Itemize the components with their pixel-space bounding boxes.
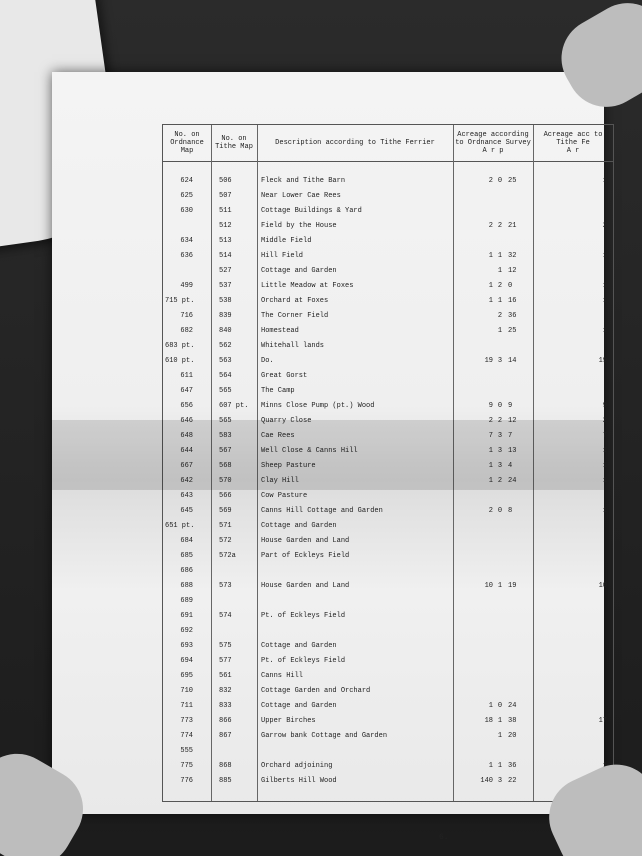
table-row: [163, 295, 613, 307]
table-row: [163, 460, 613, 472]
ordnance-number: 555: [180, 747, 193, 755]
field-description: Whitehall lands: [261, 342, 325, 350]
ordnance-number: 656: [180, 402, 193, 410]
ordnance-number: 624: [180, 177, 193, 185]
ordnance-number: 645: [180, 507, 193, 515]
tithe-number: 564: [219, 372, 232, 380]
field-description: Cottage Buildings & Yard: [261, 207, 362, 215]
ordnance-number: 682: [180, 327, 193, 335]
ordnance-number: 667: [180, 462, 193, 470]
perches: 12: [508, 417, 517, 425]
table-row: [163, 355, 613, 367]
field-description: Middle Field: [261, 237, 312, 245]
table-row: [163, 565, 613, 577]
header-acreage-tithe-label: Acreage acc to Tithe Fe: [543, 131, 603, 147]
perches: 21: [508, 222, 517, 230]
field-description: Garrow bank Cottage and Garden: [261, 732, 388, 740]
tithe-number: 570: [219, 477, 232, 485]
field-description: The Corner Field: [261, 312, 329, 320]
tithe-number: 507: [219, 192, 232, 200]
roods: 3: [497, 432, 503, 440]
roods: 0: [497, 507, 503, 515]
table-row: [163, 730, 613, 742]
field-description: Pt. of Eckleys Field: [261, 657, 346, 665]
acres: 1: [488, 252, 493, 260]
perches: 9: [508, 402, 513, 410]
field-description: Well Close & Canns Hill: [261, 447, 358, 455]
ordnance-number: 643: [180, 492, 193, 500]
ordnance-number: 644: [180, 447, 193, 455]
header-acreage-ordnance-units: A r p: [482, 147, 504, 155]
ordnance-number: 499: [180, 282, 193, 290]
tithe-acres: 1: [602, 297, 607, 305]
acres: 7: [488, 432, 493, 440]
table-row: [163, 175, 613, 187]
roods: 0: [497, 402, 503, 410]
perches: 22: [508, 777, 517, 785]
roods: 3: [497, 462, 503, 470]
field-description: Field by the House: [261, 222, 337, 230]
field-description: Sheep Pasture: [261, 462, 316, 470]
tithe-acres: 1: [602, 507, 607, 515]
ordnance-number: 686: [180, 567, 193, 575]
ordnance-number: 776: [180, 777, 193, 785]
table-row: [163, 760, 613, 772]
field-description: Cow Pasture: [261, 492, 308, 500]
header-acreage-tithe-units: A r: [566, 147, 580, 155]
perches: 32: [508, 252, 517, 260]
roods: 1: [497, 732, 503, 740]
tithe-acres: 10: [598, 582, 607, 590]
tithe-number: 527: [219, 267, 232, 275]
tithe-number: 562: [219, 342, 232, 350]
table-row: [163, 340, 613, 352]
table-row: [163, 415, 613, 427]
ordnance-number: 651 pt.: [165, 522, 195, 530]
table-row: [163, 550, 613, 562]
acres: 1: [488, 477, 493, 485]
tithe-acres: 2: [602, 417, 607, 425]
header-ordnance: No. on Ordnance Map: [163, 125, 211, 162]
field-description: Cottage Garden and Orchard: [261, 687, 371, 695]
perches: 7: [508, 432, 513, 440]
perches: 0: [508, 282, 513, 290]
field-description: Cottage and Garden: [261, 702, 337, 710]
header-tithe: No. on Tithe Map: [211, 125, 257, 162]
ordnance-number: 715 pt.: [165, 297, 195, 305]
table-row: [163, 685, 613, 697]
table-row: [163, 385, 613, 397]
tithe-acres: 1: [602, 327, 607, 335]
roods: 2: [497, 222, 503, 230]
tithe-number: 577: [219, 657, 232, 665]
acres: 1: [488, 297, 493, 305]
table-row: [163, 700, 613, 712]
roods: 0: [497, 177, 503, 185]
table-row: [163, 595, 613, 607]
roods: 3: [497, 447, 503, 455]
field-description: Pt. of Eckleys Field: [261, 612, 346, 620]
acres: 1: [488, 447, 493, 455]
tithe-number: 832: [219, 687, 232, 695]
ordnance-number: 610 pt.: [165, 357, 195, 365]
tithe-number: 572: [219, 537, 232, 545]
header-acreage-tithe: [533, 125, 613, 162]
table-row: [163, 400, 613, 412]
acres: 2: [488, 507, 493, 515]
table-row: [163, 325, 613, 337]
tithe-number: 885: [219, 777, 232, 785]
tithe-number: 537: [219, 282, 232, 290]
perches: 12: [508, 267, 517, 275]
tithe-acres: 1: [602, 477, 607, 485]
table-row: [163, 640, 613, 652]
roods: 2: [497, 312, 503, 320]
tithe-number: 511: [219, 207, 232, 215]
tithe-number: 833: [219, 702, 232, 710]
ordnance-number: 611: [180, 372, 193, 380]
field-description: Cae Rees: [261, 432, 295, 440]
tithe-number: 575: [219, 642, 232, 650]
tithe-acres: 17: [598, 717, 607, 725]
header-acreage-ordnance-label: Acreage according to Ordnance Survey: [455, 131, 531, 147]
perches: 25: [508, 177, 517, 185]
tithe-number: 868: [219, 762, 232, 770]
tithe-number: 565: [219, 417, 232, 425]
table-row: [163, 280, 613, 292]
tithe-number: 867: [219, 732, 232, 740]
roods: 1: [497, 582, 503, 590]
table-row: [163, 370, 613, 382]
table-row: [163, 190, 613, 202]
field-description: House Garden and Land: [261, 582, 350, 590]
perches: 4: [508, 462, 513, 470]
ordnance-number: 775: [180, 762, 193, 770]
ordnance-number: 710: [180, 687, 193, 695]
table-row: [163, 250, 613, 262]
table-row: [163, 715, 613, 727]
tithe-number: 866: [219, 717, 232, 725]
tithe-ledger-table: [162, 124, 614, 842]
roods: 1: [497, 762, 503, 770]
field-description: Orchard adjoining: [261, 762, 333, 770]
field-description: Orchard at Foxes: [261, 297, 329, 305]
table-row: [163, 580, 613, 592]
tithe-acres: 1: [602, 447, 607, 455]
ordnance-number: 716: [180, 312, 193, 320]
field-description: Upper Birches: [261, 717, 316, 725]
perches: 24: [508, 477, 517, 485]
table-row: [163, 205, 613, 217]
ordnance-number: 642: [180, 477, 193, 485]
table-row: [163, 670, 613, 682]
field-description: Great Gorst: [261, 372, 308, 380]
roods: 2: [497, 282, 503, 290]
tithe-number: 565: [219, 387, 232, 395]
ordnance-number: 646: [180, 417, 193, 425]
field-description: House Garden and Land: [261, 537, 350, 545]
tithe-number: 513: [219, 237, 232, 245]
roods: 1: [497, 252, 503, 260]
perches: 13: [508, 447, 517, 455]
field-description: Part of Eckleys Field: [261, 552, 350, 560]
ordnance-number: 773: [180, 717, 193, 725]
tithe-acres: 19: [598, 357, 607, 365]
field-description: Cottage and Garden: [261, 267, 337, 275]
field-description: Gilberts Hill Wood: [261, 777, 337, 785]
tithe-acres: 1: [602, 462, 607, 470]
table-row: [163, 655, 613, 667]
document-page: [52, 72, 607, 842]
field-description: Canns Hill: [261, 672, 304, 680]
acres: 2: [488, 222, 493, 230]
ordnance-number: 695: [180, 672, 193, 680]
perches: 14: [508, 357, 517, 365]
field-description: Cottage and Garden: [261, 522, 337, 530]
tithe-number: 571: [219, 522, 232, 530]
tithe-number: 569: [219, 507, 232, 515]
tithe-acres: 7: [602, 432, 607, 440]
table-row: [163, 505, 613, 517]
ordnance-number: 684: [180, 537, 193, 545]
acres: 18: [484, 717, 493, 725]
tithe-acres: 9: [602, 402, 607, 410]
tithe-number: 568: [219, 462, 232, 470]
perches: 16: [508, 297, 517, 305]
table-row: [163, 445, 613, 457]
acres: 9: [488, 402, 493, 410]
tithe-number: 538: [219, 297, 232, 305]
ordnance-number: 688: [180, 582, 193, 590]
field-description: The Camp: [261, 387, 295, 395]
tithe-number: 566: [219, 492, 232, 500]
ordnance-number: 711: [180, 702, 193, 710]
field-description: Fleck and Tithe Barn: [261, 177, 346, 185]
roods: 0: [497, 702, 503, 710]
field-description: Cottage and Garden: [261, 642, 337, 650]
ordnance-number: 692: [180, 627, 193, 635]
field-description: Do.: [261, 357, 274, 365]
tithe-number: 563: [219, 357, 232, 365]
roods: 3: [497, 357, 503, 365]
table-row: [163, 265, 613, 277]
ordnance-number: 691: [180, 612, 193, 620]
roods: 1: [497, 267, 503, 275]
acres: 2: [488, 417, 493, 425]
ordnance-number: 694: [180, 657, 193, 665]
tithe-number: 607 pt.: [219, 402, 249, 410]
tithe-acres: 1: [602, 282, 607, 290]
perches: 8: [508, 507, 513, 515]
ordnance-number: 683 pt.: [165, 342, 195, 350]
perches: 25: [508, 327, 517, 335]
table-row: [163, 535, 613, 547]
tithe-number: 572a: [219, 552, 236, 560]
perches: 38: [508, 717, 517, 725]
table-row: [163, 475, 613, 487]
field-description: Minns Close Pump (pt.) Wood: [261, 402, 375, 410]
roods: 1: [497, 717, 503, 725]
acres: 10: [484, 582, 493, 590]
acres: 1: [488, 282, 493, 290]
tithe-number: 512: [219, 222, 232, 230]
roods: 1: [497, 327, 503, 335]
tithe-number: 514: [219, 252, 232, 260]
table-row: [163, 745, 613, 757]
field-description: Quarry Close: [261, 417, 312, 425]
field-description: Canns Hill Cottage and Garden: [261, 507, 383, 515]
table-row: [163, 220, 613, 232]
field-description: Near Lower Cae Rees: [261, 192, 341, 200]
field-description: Hill Field: [261, 252, 304, 260]
ordnance-number: 648: [180, 432, 193, 440]
ordnance-number: 636: [180, 252, 193, 260]
table-row: [163, 490, 613, 502]
field-description: Clay Hill: [261, 477, 299, 485]
tithe-number: 574: [219, 612, 232, 620]
ordnance-number: 685: [180, 552, 193, 560]
tithe-acres: 1: [602, 252, 607, 260]
tithe-number: 840: [219, 327, 232, 335]
table-row: [163, 310, 613, 322]
page-number: 6.: [439, 833, 449, 842]
ordnance-number: 774: [180, 732, 193, 740]
ordnance-number: 625: [180, 192, 193, 200]
tithe-acres: 1: [602, 177, 607, 185]
ordnance-number: 693: [180, 642, 193, 650]
table-row: [163, 430, 613, 442]
table-row: [163, 235, 613, 247]
field-description: Little Meadow at Foxes: [261, 282, 354, 290]
tithe-number: 573: [219, 582, 232, 590]
perches: 24: [508, 702, 517, 710]
table-row: [163, 625, 613, 637]
acres: 1: [488, 702, 493, 710]
ordnance-number: 634: [180, 237, 193, 245]
perches: 36: [508, 312, 517, 320]
table-row: [163, 520, 613, 532]
table-row: [163, 610, 613, 622]
field-description: Homestead: [261, 327, 299, 335]
acres: 140: [480, 777, 493, 785]
tithe-number: 567: [219, 447, 232, 455]
tithe-number: 583: [219, 432, 232, 440]
perches: 19: [508, 582, 517, 590]
header-description: Description according to Tithe Ferrier: [257, 125, 453, 162]
roods: 2: [497, 417, 503, 425]
ordnance-number: 689: [180, 597, 193, 605]
ordnance-number: 647: [180, 387, 193, 395]
tithe-number: 506: [219, 177, 232, 185]
acres: 1: [488, 762, 493, 770]
acres: 2: [488, 177, 493, 185]
roods: 3: [497, 777, 503, 785]
table-row: [163, 775, 613, 787]
acres: 1: [488, 462, 493, 470]
perches: 20: [508, 732, 517, 740]
perches: 36: [508, 762, 517, 770]
roods: 1: [497, 297, 503, 305]
acres: 19: [484, 357, 493, 365]
header-acreage-ordnance: [453, 125, 533, 162]
tithe-number: 839: [219, 312, 232, 320]
roods: 2: [497, 477, 503, 485]
ordnance-number: 630: [180, 207, 193, 215]
tithe-number: 561: [219, 672, 232, 680]
tithe-acres: 2: [602, 222, 607, 230]
